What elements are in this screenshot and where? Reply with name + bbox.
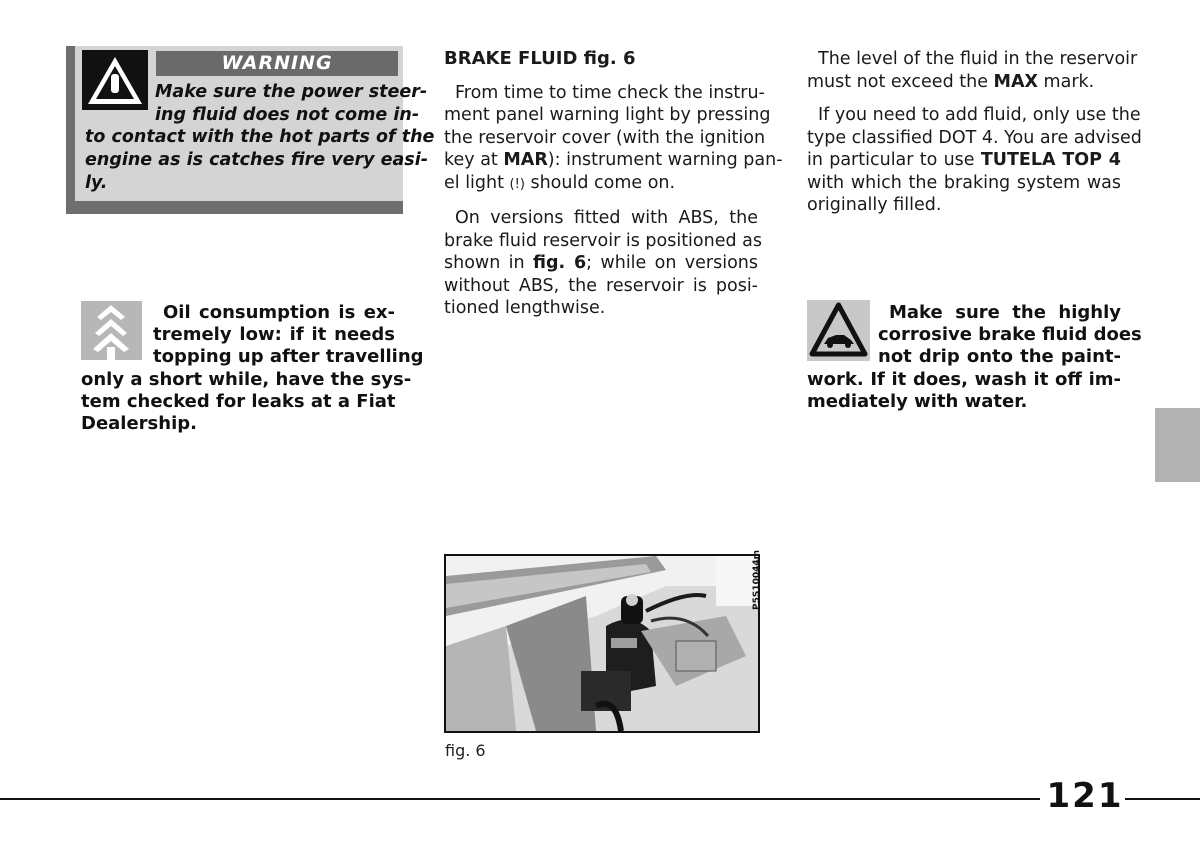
body-line: in particular to use TUTELA TOP 4 — [807, 150, 1121, 170]
body-line: must not exceed the MAX mark. — [807, 71, 1095, 92]
engine-bay-photo — [444, 554, 760, 733]
oil-note-line: Oil consumption is ex- — [163, 302, 395, 323]
body-line: without ABS, the reservoir is posi- — [444, 275, 758, 296]
body-line: brake fluid reservoir is positioned as — [444, 230, 762, 251]
warning-line: engine as is catches fire very easi- — [85, 150, 428, 170]
brake-warning-light-icon: (!) — [509, 176, 525, 192]
warning-title: WARNING — [156, 51, 398, 76]
body-line: type classified DOT 4. You are advised — [807, 127, 1142, 148]
body-line: el light (!) should come on. — [444, 172, 676, 193]
section-tab — [1155, 408, 1200, 482]
footer-rule — [0, 798, 1040, 800]
brake-note-line: corrosive brake fluid does — [878, 324, 1142, 345]
footer-rule — [1125, 798, 1200, 800]
body-line: the reservoir cover (with the ignition — [444, 127, 766, 148]
warning-line: Make sure the power steer- — [155, 82, 428, 102]
body-line: The level of the fluid in the reservoir — [818, 49, 1138, 69]
warning-line: to contact with the hot parts of the — [85, 127, 435, 147]
body-line: tioned lengthwise. — [444, 298, 606, 318]
chevron-up-icon — [81, 301, 142, 360]
brake-note-line: mediately with water. — [807, 391, 1028, 412]
body-line: On versions fitted with ABS, the — [455, 208, 758, 228]
body-line: shown in fig. 6; while on versions — [444, 253, 758, 273]
fluid-level-section — [807, 48, 1142, 217]
oil-note-line: tem checked for leaks at a Fiat — [81, 391, 396, 412]
brake-fluid-section — [444, 48, 783, 320]
body-line: with which the braking system was — [807, 172, 1121, 193]
brake-note-line: not drip onto the paint- — [878, 346, 1121, 367]
brake-note-line: work. If it does, wash it off im- — [807, 369, 1121, 390]
figure-caption: fig. 6 — [445, 741, 486, 760]
car-caution-triangle-icon — [807, 300, 870, 361]
body-line: ment panel warning light by pressing — [444, 105, 771, 125]
brake-note-line: Make sure the highly — [889, 302, 1121, 323]
oil-note-line: tremely low: if it needs — [153, 324, 395, 345]
body-line: If you need to add fluid, only use the — [818, 105, 1141, 125]
body-line: originally filled. — [807, 195, 942, 215]
body-line: From time to time check the instru- — [455, 82, 765, 103]
section-heading: BRAKE FLUID fig. 6 — [444, 48, 636, 69]
warning-line: ly. — [85, 173, 108, 193]
warning-triangle-icon — [82, 50, 148, 110]
oil-note-line: topping up after travelling — [153, 346, 424, 367]
oil-note-line: Dealership. — [81, 413, 197, 434]
oil-note-line: only a short while, have the sys- — [81, 369, 412, 390]
body-line: key at MAR): instrument warning pan- — [444, 150, 783, 170]
figure-code: P5S10044m — [752, 549, 762, 610]
page-number: 121 — [1046, 776, 1124, 816]
warning-line: ing fluid does not come in- — [155, 105, 420, 125]
